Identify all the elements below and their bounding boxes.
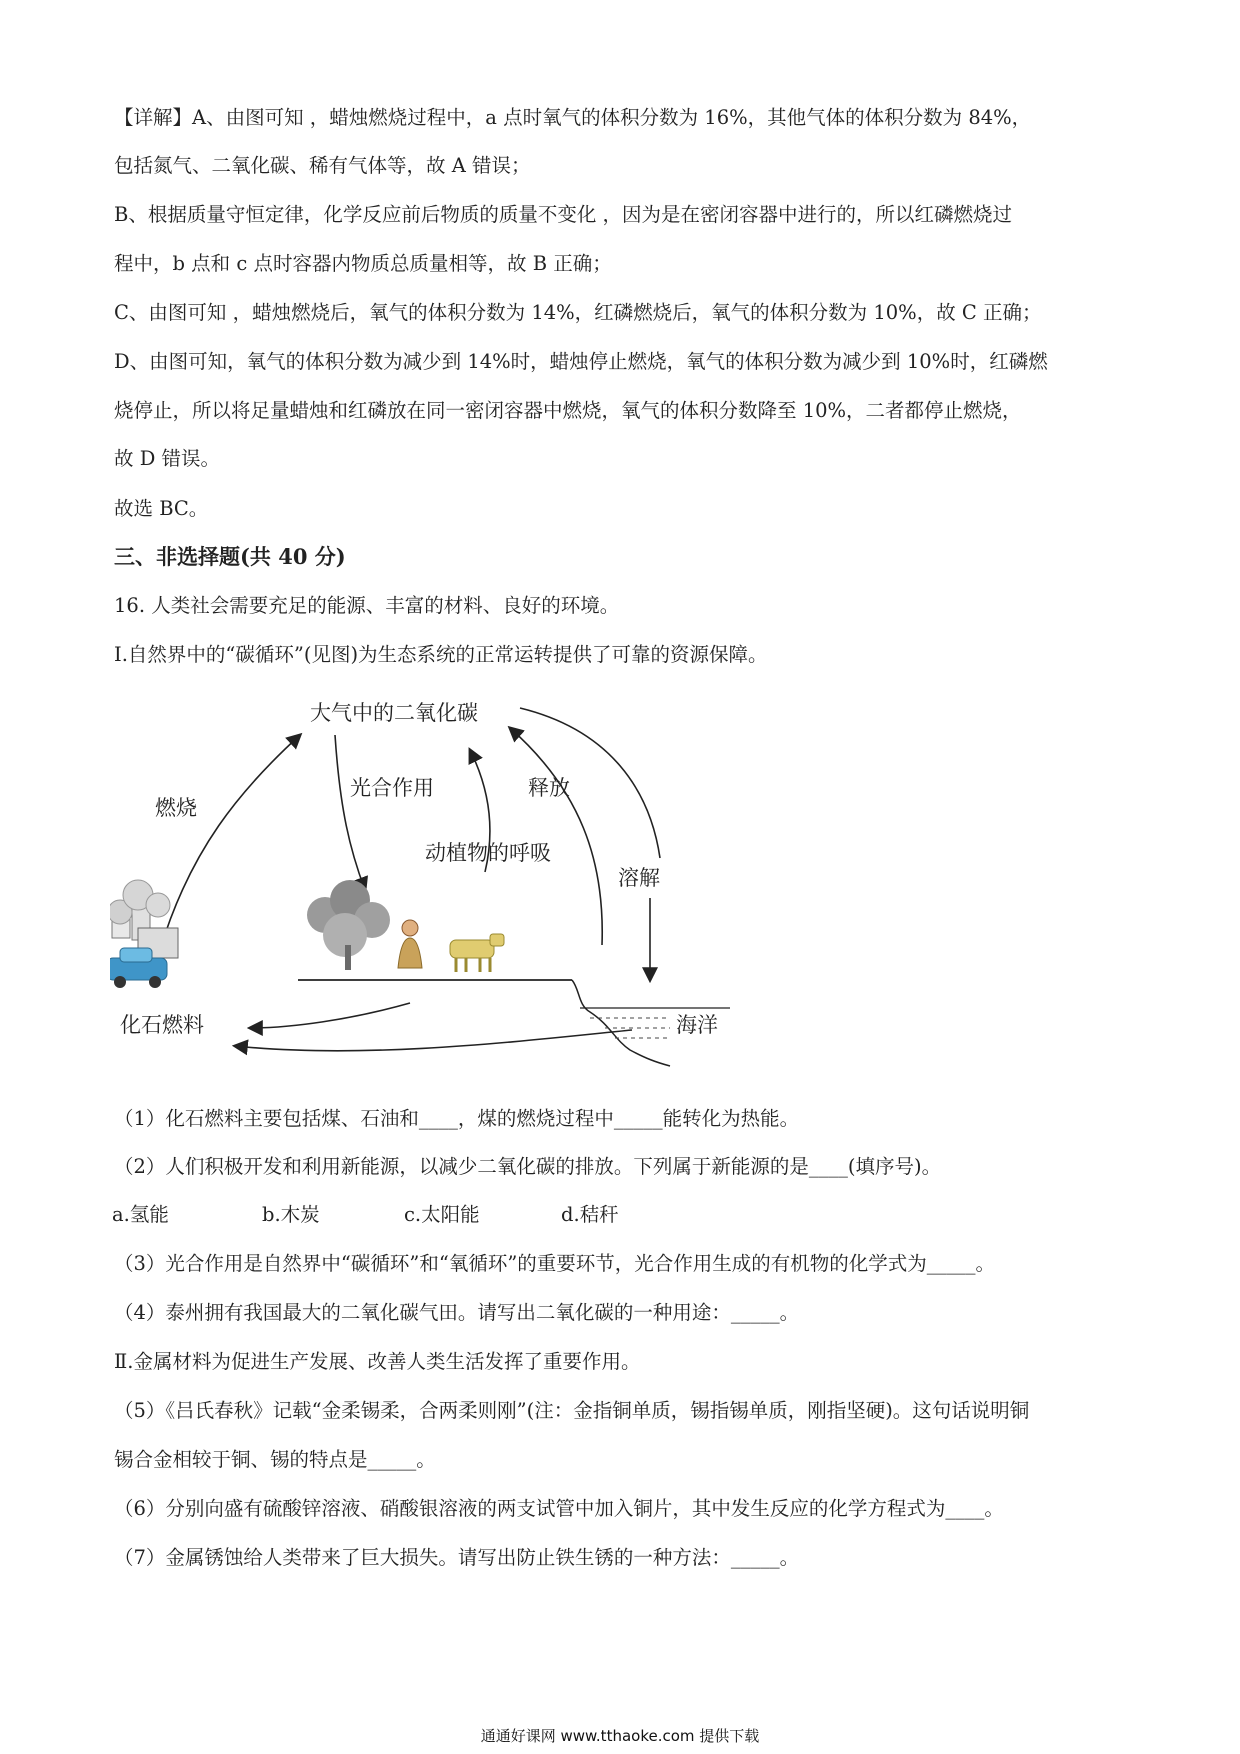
- label-photosynthesis: 光合作用: [350, 776, 434, 800]
- question-16-stem: 16. 人类社会需要充足的能源、丰富的材料、良好的环境。: [114, 594, 620, 617]
- sub-question-7: （7）金属锈蚀给人类带来了巨大损失。请写出防止铁生锈的一种方法：_____。: [114, 1546, 800, 1569]
- carbon-cycle-diagram: [110, 690, 730, 1090]
- label-respiration: 动植物的呼吸: [425, 841, 551, 865]
- label-atmosphere-co2: 大气中的二氧化碳: [310, 701, 478, 725]
- detail-line-a2: 包括氮气、二氧化碳、稀有气体等，故 A 错误；: [114, 154, 531, 177]
- answer-line: 故选 BC。: [114, 497, 209, 520]
- page-footer: 通通好课网 www.tthaoke.com 提供下载: [480, 1727, 760, 1745]
- factory-icon: [110, 880, 178, 958]
- arrow-release: [510, 728, 602, 945]
- part-2-intro: Ⅱ.金属材料为促进生产发展、改善人类生活发挥了重要作用。: [114, 1350, 641, 1373]
- label-combustion: 燃烧: [155, 796, 197, 820]
- detail-line-a1: 【详解】A、由图可知 ，蜡烛燃烧过程中，a 点时氧气的体积分数为 16%，其他气体的体积分数为 84%，: [114, 106, 1032, 129]
- tree-icon: [307, 880, 390, 970]
- option-d: d.秸秆: [561, 1203, 619, 1226]
- sub-question-3: （3）光合作用是自然界中“碳循环”和“氧循环”的重要环节，光合作用生成的有机物的化学式为_____。: [114, 1252, 996, 1275]
- sub-question-2: （2）人们积极开发和利用新能源，以减少二氧化碳的排放。下列属于新能源的是____(填序号)。: [114, 1155, 942, 1178]
- option-a: a.氢能: [112, 1203, 169, 1226]
- detail-line-b2: 程中，b 点和 c 点时容器内物质总质量相等，故 B 正确；: [114, 252, 612, 275]
- person-icon: [398, 920, 422, 968]
- sub-question-5-line2: 锡合金相较于铜、锡的特点是_____。: [114, 1448, 436, 1471]
- detail-line-c: C、由图可知 ，蜡烛燃烧后，氧气的体积分数为 14%，红磷燃烧后，氧气的体积分数为 10%，故 C 正确；: [114, 301, 1042, 324]
- detail-line-b1: B、根据质量守恒定律，化学反应前后物质的质量不变化 ，因为是在密闭容器中进行的，所以红磷燃烧过: [114, 203, 1013, 226]
- option-c: c.太阳能: [404, 1203, 480, 1226]
- arrow-ocean-to-fossil: [235, 1030, 632, 1051]
- label-release: 释放: [528, 776, 570, 800]
- sub-question-5-line1: （5）《吕氏春秋》记载“金柔锡柔，合两柔则刚”(注：金指铜单质，锡指锡单质，刚指坚硬)。这句话说明铜: [114, 1399, 1030, 1422]
- sub-question-4: （4）泰州拥有我国最大的二氧化碳气田。请写出二氧化碳的一种用途：_____。: [114, 1301, 800, 1324]
- detail-line-d3: 故 D 错误。: [114, 447, 221, 470]
- cow-icon: [450, 934, 504, 972]
- detail-line-d2: 烧停止，所以将足量蜡烛和红磷放在同一密闭容器中燃烧，氧气的体积分数降至 10%，二者都停止燃烧，: [114, 399, 1022, 422]
- arrow-combustion-to-co2: [160, 735, 300, 950]
- sub-question-1: （1）化石燃料主要包括煤、石油和____，煤的燃烧过程中_____能转化为热能。: [114, 1107, 800, 1130]
- coastline: [572, 980, 670, 1066]
- label-fossil-fuel: 化石燃料: [120, 1013, 204, 1037]
- part-1-intro: Ⅰ.自然界中的“碳循环”(见图)为生态系统的正常运转提供了可靠的资源保障。: [114, 643, 768, 666]
- sub-question-6: （6）分别向盛有硫酸锌溶液、硝酸银溶液的两支试管中加入铜片，其中发生反应的化学方程式为____。: [114, 1497, 1004, 1520]
- label-dissolve: 溶解: [618, 866, 660, 890]
- option-b: b.木炭: [262, 1203, 320, 1226]
- section-heading: 三、非选择题(共 40 分): [114, 544, 346, 569]
- label-ocean: 海洋: [676, 1013, 718, 1037]
- arrow-photosynthesis: [335, 735, 365, 890]
- arrow-organisms-to-fossil: [250, 1003, 410, 1028]
- detail-line-d1: D、由图可知，氧气的体积分数为减少到 14%时，蜡烛停止燃烧，氧气的体积分数为减少到 10%时，红磷燃: [114, 350, 1048, 373]
